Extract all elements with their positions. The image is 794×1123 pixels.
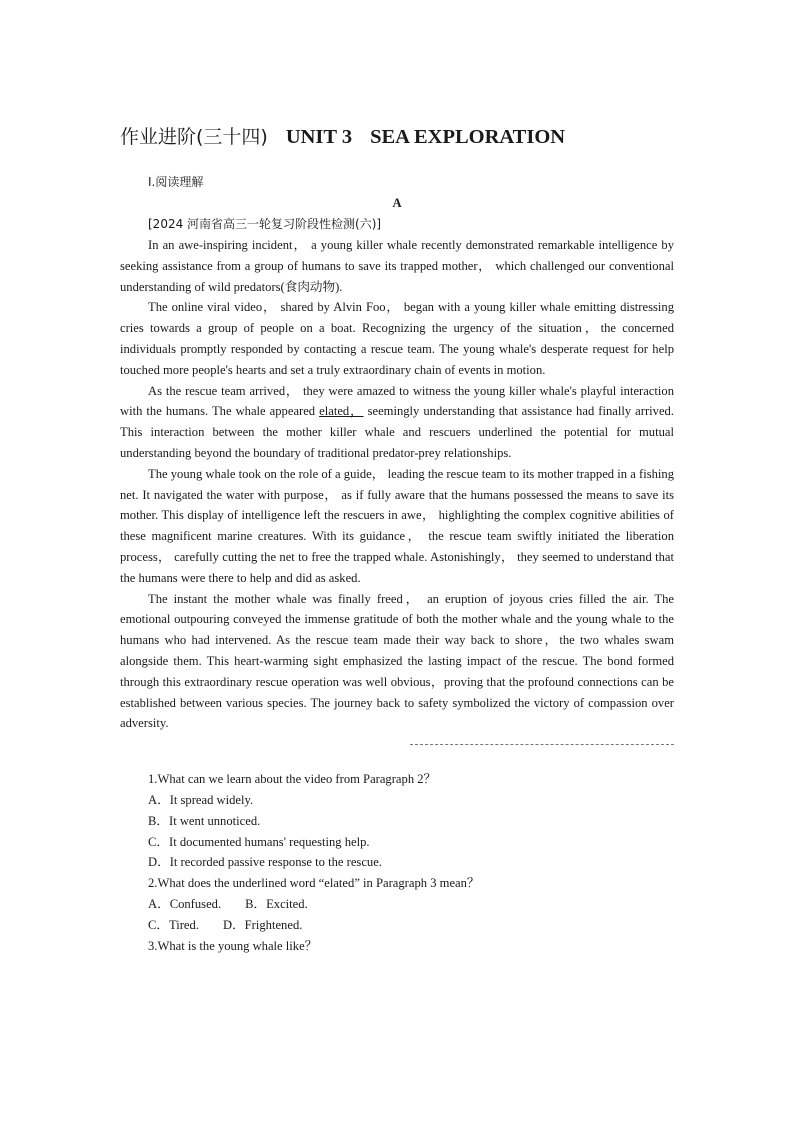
question-1-option-c: C．It documented humans' requesting help. [148, 834, 370, 849]
paragraph-3-before: As the rescue team arrived， they were amazed to witness the young killer whale's playful interaction with the humans. The whale appeared [120, 383, 674, 419]
page-title [120, 122, 565, 149]
paragraph-5: The instant the mother whale was finally freed， an eruption of joyous cries filled the air. The emotional outpouring conveyed the immense gratitude of both the mother whale and the young whale to the humans who had intervened. As the rescue team made their way back to shore，the two whales swam alongside them. This heart-warming sight emphasized the lasting impact of the rescue. The bond formed through this extraordinary rescue operation was well obvious，proving that the profound connections can be established between various species. The journey back to safety symbolized the victory of compassion over adversity. [120, 591, 674, 731]
title-chinese: 作业进阶(三十四) [120, 126, 268, 148]
underlined-word-elated: elated， [319, 404, 364, 419]
question-3: 3.What is the young whale like？ [148, 938, 318, 953]
paragraph-3 [120, 381, 674, 464]
question-1-option-a: A．It spread widely. [148, 792, 254, 807]
question-2-option-c: C．Tired. [148, 917, 199, 932]
question-1-option-b: B．It went unnoticed. [148, 813, 261, 828]
passage-source: [2024 河南省高三一轮复习阶段性检测(六)] [148, 217, 382, 231]
question-2-option-d: D．Frightened. [222, 917, 303, 932]
paragraph-3-after: seemingly understanding that assistance had finally arrived. This interaction between the mother killer whale and rescuers underlined the potential for mutual understanding beyond the boundary of traditional predator-prey relationships. [120, 404, 674, 460]
title-unit: UNIT 3 [285, 126, 353, 148]
paragraph-4: The young whale took on the role of a guide， leading the rescue team to its mother trapped in a fishing net. It navigated the water with purpose， as if fully aware that the humans possessed the means to save its mother. This display of intelligence left the rescuers in awe， highlighting the complex cognitive abilities of these magnificent marine creatures. With its guidance， the rescue team swiftly initiated the liberation process， carefully cutting the net to free the trapped whale. Astonishingly， they seemed to understand that the humans were there to help and did as asked. [120, 466, 674, 585]
dashed-divider [410, 744, 674, 745]
question-2-options-cd [120, 915, 674, 936]
question-2-option-a: A．Confused. [148, 896, 222, 911]
question-2-options-ab [120, 894, 674, 915]
question-2: 2.What does the underlined word “elated” in Paragraph 3 mean？ [148, 876, 480, 891]
question-1: 1.What can we learn about the video from Paragraph 2？ [148, 772, 437, 787]
question-1-option-d: D．It recorded passive response to the rescue. [148, 855, 382, 870]
question-2-option-b: B．Excited. [245, 896, 308, 911]
section-label: Ⅰ.阅读理解 [148, 175, 204, 189]
paragraph-2: The online viral video， shared by Alvin Foo， began with a young killer whale emitting distressing cries towards a group of people on a boat. Recognizing the urgency of the situation，the concerned individuals promptly responded by contacting a rescue team. The young whale's desperate request for help touched more people's hearts and set a truly extraordinary chain of events in motion. [120, 300, 674, 377]
content-body [120, 172, 674, 956]
title-topic: SEA EXPLORATION [370, 126, 566, 148]
paragraph-1: In an awe-inspiring incident， a young killer whale recently demonstrated remarkable intelligence by seeking assistance from a group of humans to save its trapped mother， which challenged our conventional understanding of wild predators(食肉动物). [120, 238, 674, 294]
passage-letter: A [392, 196, 402, 210]
